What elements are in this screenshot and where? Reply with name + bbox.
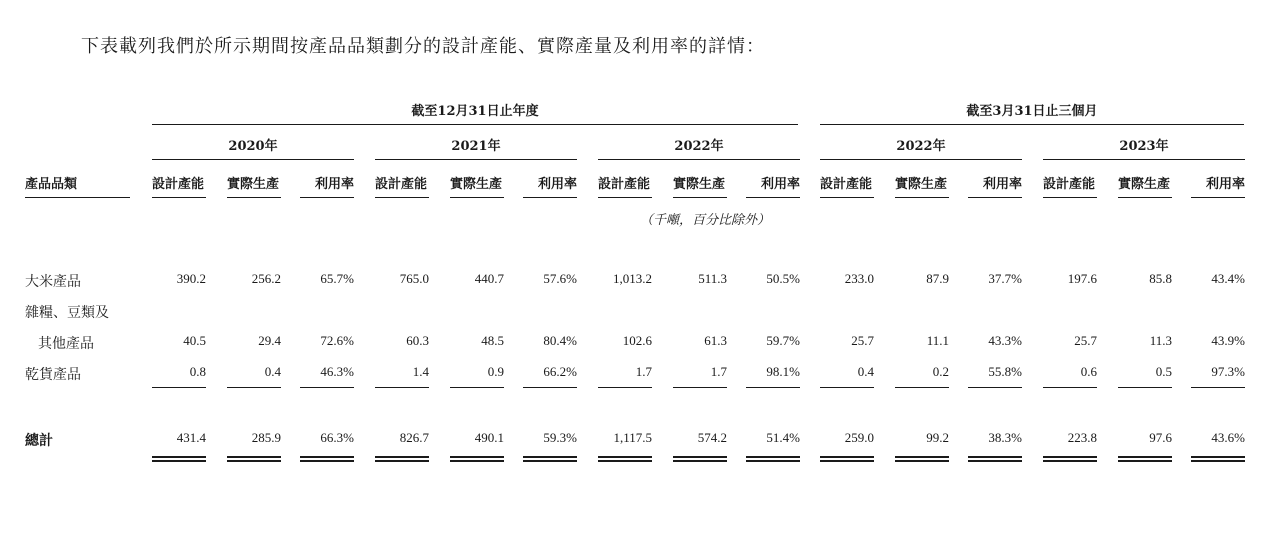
subtotal-rule <box>375 387 429 388</box>
total-double-rule <box>152 456 206 462</box>
total-double-rule <box>227 456 281 462</box>
row-label-grains-line2: 其他產品 <box>38 336 94 352</box>
table-cell: 51.4% <box>766 430 800 445</box>
table-cell: 98.1% <box>766 364 800 379</box>
row-label-total: 總計 <box>25 433 53 449</box>
table-cell: 1,013.2 <box>613 271 652 286</box>
total-double-rule <box>1191 456 1245 462</box>
row-header-underline <box>25 197 130 198</box>
column-header-underline <box>673 197 727 198</box>
table-cell: 80.4% <box>543 333 577 348</box>
row-label-dried: 乾貨產品 <box>25 367 81 383</box>
total-double-rule <box>375 456 429 462</box>
period-underline-annual <box>152 124 798 125</box>
column-header-underline <box>968 197 1022 198</box>
table-cell: 65.7% <box>320 271 354 286</box>
table-cell: 0.2 <box>932 364 949 379</box>
table-cell: 511.3 <box>698 271 727 286</box>
table-cell: 0.4 <box>857 364 874 379</box>
table-cell: 390.2 <box>176 271 206 286</box>
table-cell: 87.9 <box>926 271 949 286</box>
table-cell: 43.9% <box>1211 333 1245 348</box>
table-cell: 60.3 <box>406 333 429 348</box>
column-header: 利用率 <box>1205 177 1245 192</box>
total-double-rule <box>300 456 354 462</box>
column-header-underline <box>895 197 949 198</box>
column-header-underline <box>450 197 504 198</box>
subtotal-rule <box>968 387 1022 388</box>
column-header: 設計產能 <box>820 177 873 192</box>
table-cell: 0.4 <box>264 364 281 379</box>
column-header: 利用率 <box>760 177 800 192</box>
table-cell: 40.5 <box>183 333 206 348</box>
row-label-rice: 大米產品 <box>25 274 81 290</box>
total-double-rule <box>820 456 874 462</box>
year-header-2023-quarter: 2023年 <box>1119 139 1169 154</box>
table-cell: 85.8 <box>1149 271 1172 286</box>
year-header-2022-annual: 2022年 <box>674 139 724 154</box>
subtotal-rule <box>820 387 874 388</box>
column-header-underline <box>523 197 577 198</box>
year-underline <box>820 159 1022 160</box>
row-label-grains-line1: 雜糧、豆類及 <box>25 305 109 321</box>
column-header: 設計產能 <box>598 177 651 192</box>
table-cell: 11.1 <box>926 333 949 348</box>
table-cell: 61.3 <box>704 333 727 348</box>
year-header-2020: 2020年 <box>228 139 278 154</box>
table-cell: 59.3% <box>543 430 577 445</box>
table-cell: 1.7 <box>635 364 652 379</box>
column-header-underline <box>820 197 874 198</box>
table-cell: 0.8 <box>189 364 206 379</box>
table-cell: 59.7% <box>766 333 800 348</box>
year-underline <box>375 159 577 160</box>
table-cell: 66.2% <box>543 364 577 379</box>
subtotal-rule <box>1118 387 1172 388</box>
unit-note: （千噸，百分比除外） <box>640 213 771 228</box>
year-underline <box>152 159 354 160</box>
subtotal-rule <box>300 387 354 388</box>
table-cell: 43.4% <box>1211 271 1245 286</box>
table-cell: 0.9 <box>487 364 504 379</box>
total-double-rule <box>895 456 949 462</box>
column-header: 設計產能 <box>152 177 205 192</box>
total-double-rule <box>1118 456 1172 462</box>
table-cell: 37.7% <box>988 271 1022 286</box>
column-header: 實際生產 <box>1118 177 1171 192</box>
column-header-underline <box>300 197 354 198</box>
column-header-underline <box>152 197 206 198</box>
subtotal-rule <box>746 387 800 388</box>
column-header: 利用率 <box>537 177 577 192</box>
column-header: 設計產能 <box>375 177 428 192</box>
table-cell: 48.5 <box>481 333 504 348</box>
table-cell: 55.8% <box>988 364 1022 379</box>
subtotal-rule <box>895 387 949 388</box>
column-header-underline <box>375 197 429 198</box>
subtotal-rule <box>598 387 652 388</box>
total-double-rule <box>598 456 652 462</box>
table-cell: 0.6 <box>1080 364 1097 379</box>
table-cell: 1,117.5 <box>613 430 652 445</box>
table-cell: 1.4 <box>412 364 429 379</box>
period-header-quarter: 截至3月31日止三個月 <box>966 104 1098 119</box>
table-cell: 223.8 <box>1067 430 1097 445</box>
subtotal-rule <box>450 387 504 388</box>
table-cell: 197.6 <box>1067 271 1097 286</box>
subtotal-rule <box>152 387 206 388</box>
table-cell: 46.3% <box>320 364 354 379</box>
subtotal-rule <box>673 387 727 388</box>
year-underline <box>598 159 800 160</box>
table-cell: 1.7 <box>710 364 727 379</box>
column-header: 設計產能 <box>1043 177 1096 192</box>
total-double-rule <box>523 456 577 462</box>
total-double-rule <box>673 456 727 462</box>
year-header-2022-quarter: 2022年 <box>896 139 946 154</box>
year-header-2021: 2021年 <box>451 139 501 154</box>
total-double-rule <box>968 456 1022 462</box>
table-cell: 765.0 <box>399 271 429 286</box>
column-header: 實際生產 <box>673 177 726 192</box>
table-cell: 440.7 <box>474 271 504 286</box>
table-cell: 574.2 <box>697 430 727 445</box>
table-cell: 97.6 <box>1149 430 1172 445</box>
table-cell: 66.3% <box>320 430 354 445</box>
column-header: 實際生產 <box>227 177 280 192</box>
table-cell: 25.7 <box>851 333 874 348</box>
table-cell: 431.4 <box>176 430 206 445</box>
column-header-underline <box>746 197 800 198</box>
table-cell: 57.6% <box>543 271 577 286</box>
table-cell: 50.5% <box>766 271 800 286</box>
total-double-rule <box>450 456 504 462</box>
table-cell: 233.0 <box>844 271 874 286</box>
table-cell: 25.7 <box>1074 333 1097 348</box>
table-cell: 826.7 <box>399 430 429 445</box>
table-cell: 0.5 <box>1155 364 1172 379</box>
table-cell: 43.6% <box>1211 430 1245 445</box>
table-cell: 43.3% <box>988 333 1022 348</box>
total-double-rule <box>746 456 800 462</box>
intro-text: 下表載列我們於所示期間按產品品類劃分的設計產能、實際產量及利用率的詳情： <box>81 36 765 57</box>
column-header-underline <box>598 197 652 198</box>
table-cell: 97.3% <box>1211 364 1245 379</box>
column-header-underline <box>227 197 281 198</box>
column-header: 實際生產 <box>895 177 948 192</box>
column-header: 利用率 <box>982 177 1022 192</box>
table-cell: 490.1 <box>474 430 504 445</box>
subtotal-rule <box>227 387 281 388</box>
table-cell: 72.6% <box>320 333 354 348</box>
period-header-annual: 截至12月31日止年度 <box>411 104 539 119</box>
subtotal-rule <box>523 387 577 388</box>
subtotal-rule <box>1191 387 1245 388</box>
column-header: 實際生產 <box>450 177 503 192</box>
column-header-underline <box>1191 197 1245 198</box>
table-cell: 102.6 <box>622 333 652 348</box>
column-header-underline <box>1118 197 1172 198</box>
table-cell: 256.2 <box>251 271 281 286</box>
table-cell: 38.3% <box>988 430 1022 445</box>
table-cell: 285.9 <box>251 430 281 445</box>
total-double-rule <box>1043 456 1097 462</box>
subtotal-rule <box>1043 387 1097 388</box>
table-cell: 259.0 <box>844 430 874 445</box>
table-cell: 29.4 <box>258 333 281 348</box>
row-header-category: 產品品類 <box>25 177 78 192</box>
column-header: 利用率 <box>314 177 354 192</box>
period-underline-quarter <box>820 124 1244 125</box>
table-cell: 11.3 <box>1149 333 1172 348</box>
column-header-underline <box>1043 197 1097 198</box>
table-cell: 99.2 <box>926 430 949 445</box>
year-underline <box>1043 159 1245 160</box>
